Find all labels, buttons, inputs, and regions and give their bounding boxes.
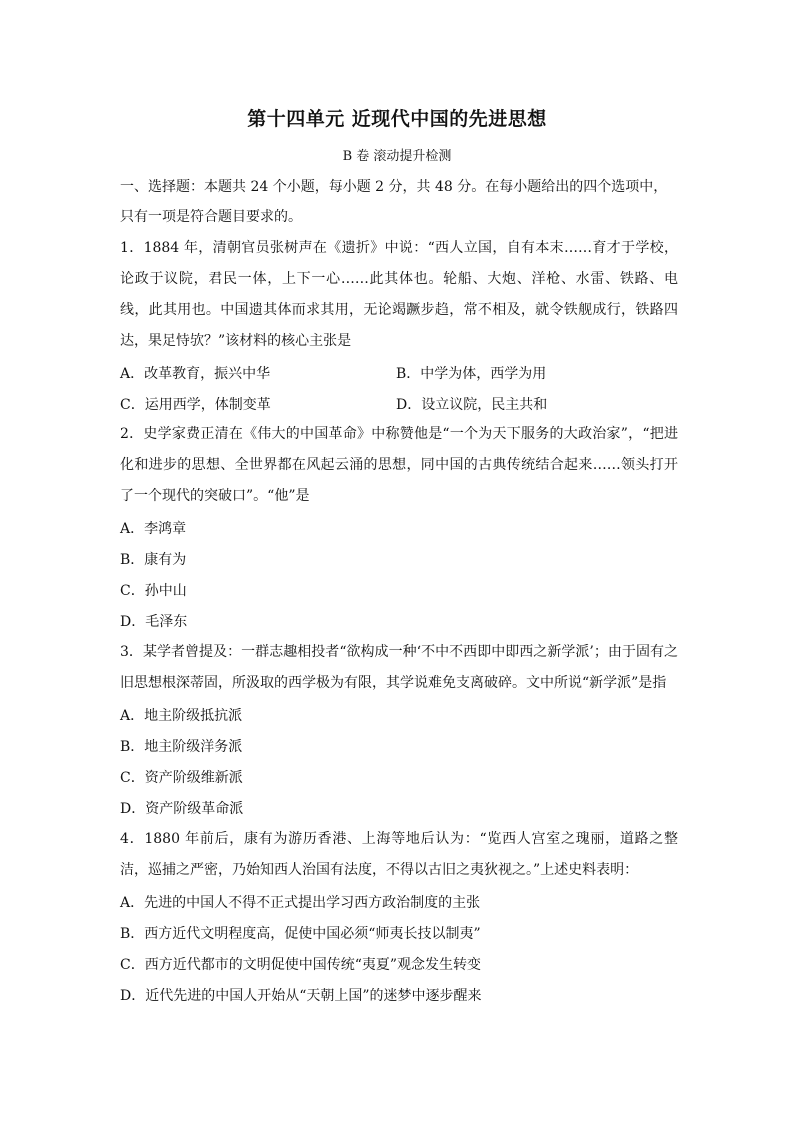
question-1-stem: 1．1884 年，清朝官员张树声在《遗折》中说：“西人立国，自有本末……育才于学校，论政于议院，君民一体，上下一心……此其体也。轮船、大炮、洋枪、水雷、铁路、电线，此其用也。中国遗其体而求其用，无论竭蹶步趋，常不相及，就令铁舰成行，铁路四达，果足恃欤？”该材料的核心主张是	[120, 240, 678, 349]
question-1-option-b: B．中学为体，西学为用	[396, 366, 547, 382]
question-3-stem: 3．某学者曾提及：一群志趣相投者“欲构成一种‘不中不西即中即西之新学派’；由于固有之旧思想根深蒂固，所汲取的西学极为有限，其学说难免支离破碎。文中所说“新学派”是指	[120, 644, 678, 691]
question-3-option-d: D．资产阶级革命派	[120, 801, 244, 817]
question-3-option-b: B．地主阶级洋务派	[120, 739, 243, 755]
question-2-option-a: A．李鸿章	[120, 521, 187, 537]
section-header-text: 一、选择题：本题共 24 个小题，每小题 2 分，共 48 分。在每小题给出的四个选项中，只有一项是符合题目要求的。	[120, 179, 668, 225]
question-4-option-c: C．西方近代都市的文明促使中国传统“夷夏”观念发生转变	[120, 957, 482, 973]
question-4-option-a: A．先进的中国人不得不正式提出学习西方政治制度的主张	[120, 895, 481, 911]
question-1-option-d: D．设立议院，民主共和	[396, 397, 548, 413]
question-2-option-b: B．康有为	[120, 552, 187, 568]
question-4-option-d: D．近代先进的中国人开始从“天朝上国”的迷梦中逐步醒来	[120, 988, 482, 1004]
page-subtitle: B 卷 滚动提升检测	[342, 149, 452, 164]
question-1-option-c: C．运用西学，体制变革	[120, 397, 271, 413]
question-2-option-c: C．孙中山	[120, 583, 187, 599]
question-2-stem: 2．史学家费正清在《伟大的中国革命》中称赞他是“一个为天下服务的大政治家”，“把进化和进步的思想、全世界都在风起云涌的思想，同中国的古典传统结合起来……领头打开了一个现代的突破口”。“他”是	[120, 426, 678, 504]
page-title: 第十四单元 近现代中国的先进思想	[247, 108, 547, 130]
section-header	[120, 172, 680, 232]
question-4-option-b: B．西方近代文明程度高，促使中国必须“师夷长技以制夷”	[120, 926, 481, 942]
question-1-option-a: A．改革教育，振兴中华	[120, 366, 271, 382]
question-2-option-d: D．毛泽东	[120, 614, 188, 630]
question-3-option-a: A．地主阶级抵抗派	[120, 708, 243, 724]
question-4-stem: 4．1880 年前后，康有为游历香港、上海等地后认为：“览西人宫室之瑰丽，道路之整洁，巡捕之严密，乃始知西人治国有法度，不得以古旧之夷狄视之。”上述史料表明：	[120, 831, 678, 878]
question-3-option-c: C．资产阶级维新派	[120, 770, 243, 786]
